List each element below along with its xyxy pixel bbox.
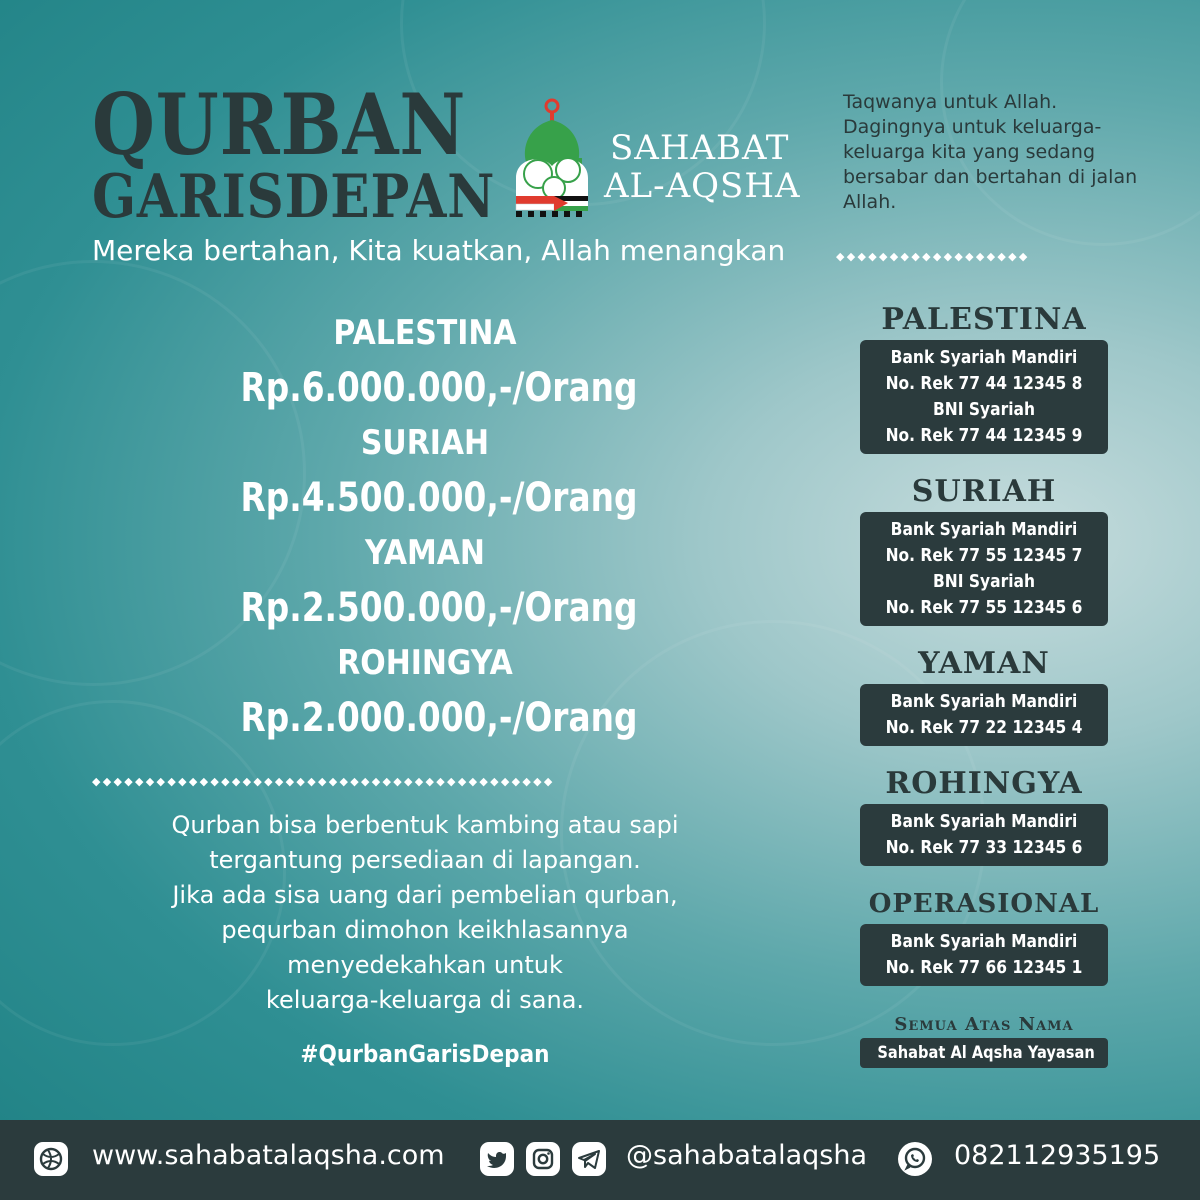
owner-label: Semua Atas Nama	[894, 1014, 1074, 1035]
account-line: No. Rek 77 55 12345 6	[885, 597, 1083, 618]
account-group-operasional	[860, 884, 1108, 986]
account-box	[860, 340, 1108, 454]
diamond-divider: ◆◆◆◆◆◆◆◆◆◆◆◆◆◆◆◆◆◆	[836, 250, 1030, 263]
note-line: pequrban dimohon keikhlasannya	[221, 916, 629, 944]
footer-bar	[0, 1120, 1200, 1200]
instagram-icon[interactable]	[526, 1142, 560, 1176]
account-line: No. Rek 77 22 12345 4	[885, 717, 1083, 738]
account-box	[860, 512, 1108, 626]
account-title: OPERASIONAL	[868, 889, 1100, 919]
globe-icon[interactable]	[34, 1142, 68, 1176]
social-handle[interactable]: @sahabatalaqsha	[626, 1140, 867, 1171]
account-line: Bank Syariah Mandiri	[890, 931, 1078, 952]
account-box	[860, 924, 1108, 986]
owner-box	[860, 1038, 1108, 1068]
note-line: Qurban bisa berbentuk kambing atau sapi	[171, 811, 679, 839]
account-line: Bank Syariah Mandiri	[890, 811, 1078, 832]
account-line: Bank Syariah Mandiri	[890, 347, 1078, 368]
account-line: No. Rek 77 44 12345 9	[885, 425, 1083, 446]
account-group-suriah	[860, 472, 1108, 626]
qurban-note	[100, 808, 750, 1018]
website-link[interactable]: www.sahabatalaqsha.com	[92, 1140, 445, 1171]
account-line: No. Rek 77 55 12345 7	[885, 545, 1083, 566]
account-title: SURIAH	[911, 474, 1057, 509]
tagline: Mereka bertahan, Kita kuatkan, Allah menangkan	[92, 234, 786, 267]
price-amount: Rp.6.000.000,-/Orang	[240, 365, 638, 411]
whatsapp-icon[interactable]	[898, 1142, 932, 1176]
note-line: tergantung persediaan di lapangan.	[209, 846, 641, 874]
price-country: PALESTINA	[333, 313, 517, 353]
account-title: YAMAN	[918, 646, 1050, 681]
account-line: BNI Syariah	[932, 571, 1035, 592]
price-country: ROHINGYA	[337, 643, 513, 683]
account-owner	[860, 1012, 1108, 1068]
price-country: YAMAN	[365, 533, 485, 573]
title-line-1: QURBAN	[92, 75, 467, 174]
note-line: keluarga-keluarga di sana.	[265, 986, 585, 1014]
phone-number[interactable]: 082112935195	[954, 1140, 1161, 1171]
account-line: Bank Syariah Mandiri	[890, 691, 1078, 712]
account-line: No. Rek 77 44 12345 8	[885, 373, 1083, 394]
account-box	[860, 684, 1108, 746]
title-line-2: GARISDEPAN	[92, 162, 496, 232]
account-group-yaman	[860, 644, 1108, 746]
account-line: BNI Syariah	[932, 399, 1035, 420]
telegram-icon[interactable]	[572, 1142, 606, 1176]
account-group-rohingya	[860, 764, 1108, 866]
diamond-divider: ◆◆◆◆◆◆◆◆◆◆◆◆◆◆◆◆◆◆◆◆◆◆◆◆◆◆◆◆◆◆◆◆◆◆◆◆◆◆◆◆◆◆◆	[92, 775, 555, 788]
note-line: menyedekahkan untuk	[287, 951, 563, 979]
hashtag: #QurbanGarisDepan	[300, 1040, 550, 1068]
price-amount: Rp.2.500.000,-/Orang	[240, 585, 638, 631]
account-line: No. Rek 77 66 12345 1	[885, 957, 1083, 978]
price-country: SURIAH	[360, 423, 490, 463]
account-title: PALESTINA	[881, 302, 1087, 337]
note-line: Jika ada sisa uang dari pembelian qurban,	[172, 881, 678, 909]
owner-name: Sahabat Al Aqsha Yayasan	[877, 1043, 1095, 1063]
account-group-palestina	[860, 300, 1108, 454]
account-title: ROHINGYA	[885, 766, 1083, 801]
account-line: Bank Syariah Mandiri	[890, 519, 1078, 540]
brand-name-line-2: AL-AQSHA	[604, 166, 801, 206]
price-list	[200, 306, 650, 746]
twitter-icon[interactable]	[480, 1142, 514, 1176]
account-box	[860, 804, 1108, 866]
brand-name-line-1: SAHABAT	[610, 128, 790, 168]
intro-text: Taqwanya untuk Allah. Dagingnya untuk keluarga-keluarga kita yang sedang bersabar dan bertahan di jalan Allah.	[843, 91, 1138, 213]
price-amount: Rp.2.000.000,-/Orang	[240, 695, 638, 741]
account-line: No. Rek 77 33 12345 6	[885, 837, 1083, 858]
price-amount: Rp.4.500.000,-/Orang	[240, 475, 638, 521]
